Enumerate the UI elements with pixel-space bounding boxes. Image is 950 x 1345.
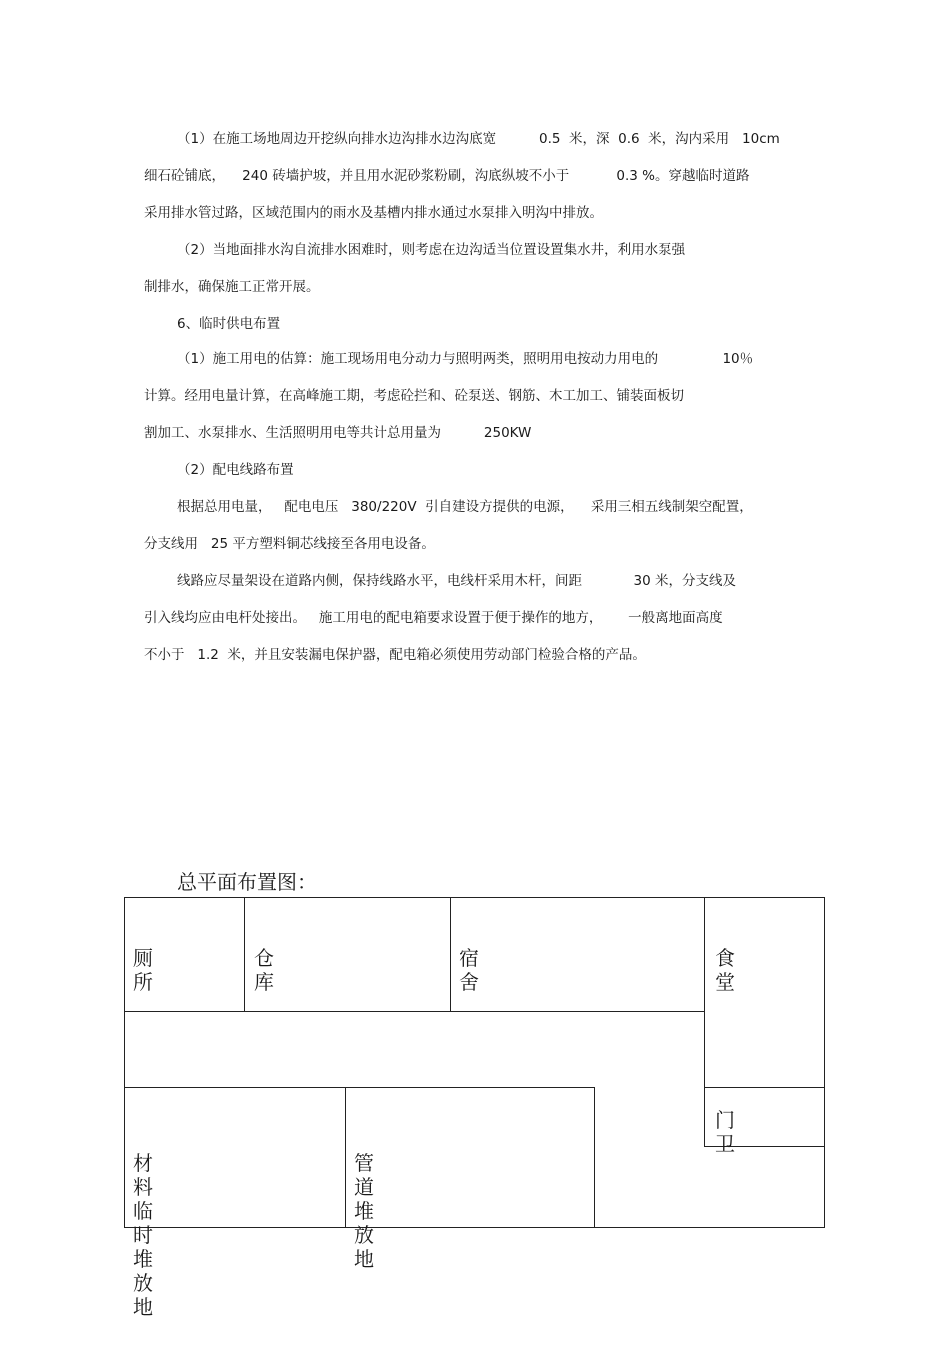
room-canteen-label: 食堂: [715, 946, 735, 994]
room-toilet-label: 厕所: [133, 946, 153, 994]
paragraph-line-9: 割加工、水泵排水、生活照明用电等共计总用量为 250KW: [144, 425, 532, 441]
paragraph-line-8: 计算。经用电量计算，在高峰施工期，考虑砼拦和、砼泵送、钢筋、木工加工、铺装面板切: [144, 388, 684, 404]
plan-border-bottom: [124, 1227, 825, 1228]
dorm-canteen-divider: [704, 897, 705, 1147]
paragraph-line-5: 制排水，确保施工正常开展。: [144, 279, 320, 295]
paragraph-line-14: 引入线均应由电杆处接出。 施工用电的配电箱要求设置于便于操作的地方， 一般离地面高度: [144, 610, 723, 626]
paragraph-line-13: 线路应尽量架设在道路内侧，保持线路水平，电线杆采用木杆，间距 30 米，分支线及: [177, 573, 736, 589]
canteen-guard-divider: [704, 1087, 825, 1088]
room-dormitory-label: 宿舍: [459, 946, 479, 994]
paragraph-line-2: 细石砼铺底， 240 砖墙护坡，并且用水泥砂浆粉刷，沟底纵坡不小于 0.3 %。穿越临时道路: [144, 168, 750, 184]
paragraph-line-11: 根据总用电量， 配电电压 380/220V 引自建设方提供的电源， 采用三相五线制架空配置，: [177, 499, 753, 515]
pipe-yard-right: [594, 1087, 595, 1228]
plan-border-left: [124, 897, 125, 1228]
paragraph-line-4: （2）当地面排水沟自流排水困难时，则考虑在边沟适当位置设置集水井，利用水泵强: [177, 242, 686, 258]
room-warehouse-label: 仓库: [254, 946, 274, 994]
room-guard-label: 门卫: [715, 1108, 735, 1156]
paragraph-line-3: 采用排水管过路，区域范围内的雨水及基槽内排水通过水泵排入明沟中排放。: [144, 205, 603, 221]
room-pipe-yard-label: 管道堆放地: [354, 1151, 374, 1271]
toilet-warehouse-divider: [244, 897, 245, 1012]
paragraph-line-12: 分支线用 25 平方塑料铜芯线接至各用电设备。: [144, 536, 435, 552]
paragraph-line-10: （2）配电线路布置: [177, 462, 294, 478]
section-heading-6: 6、临时供电布置: [177, 316, 281, 332]
material-pipe-divider: [345, 1087, 346, 1228]
paragraph-line-15: 不小于 1.2 米，并且安装漏电保护器，配电箱必须使用劳动部门检验合格的产品。: [144, 647, 646, 663]
top-row-divider: [124, 1011, 705, 1012]
warehouse-dorm-divider: [450, 897, 451, 1012]
storage-row-top: [124, 1087, 595, 1088]
plan-border-right: [824, 897, 825, 1228]
paragraph-line-7: （1）施工用电的估算：施工现场用电分动力与照明两类，照明用电按动力用电的 10％: [177, 351, 754, 367]
room-material-yard-label: 材料临时堆放地: [133, 1151, 153, 1319]
paragraph-line-1: （1）在施工场地周边开挖纵向排水边沟排水边沟底宽 0.5 米，深 0.6 米，沟内采用 10cm: [177, 131, 780, 147]
plan-title: 总平面布置图：: [177, 870, 317, 894]
plan-border-top: [124, 897, 825, 898]
